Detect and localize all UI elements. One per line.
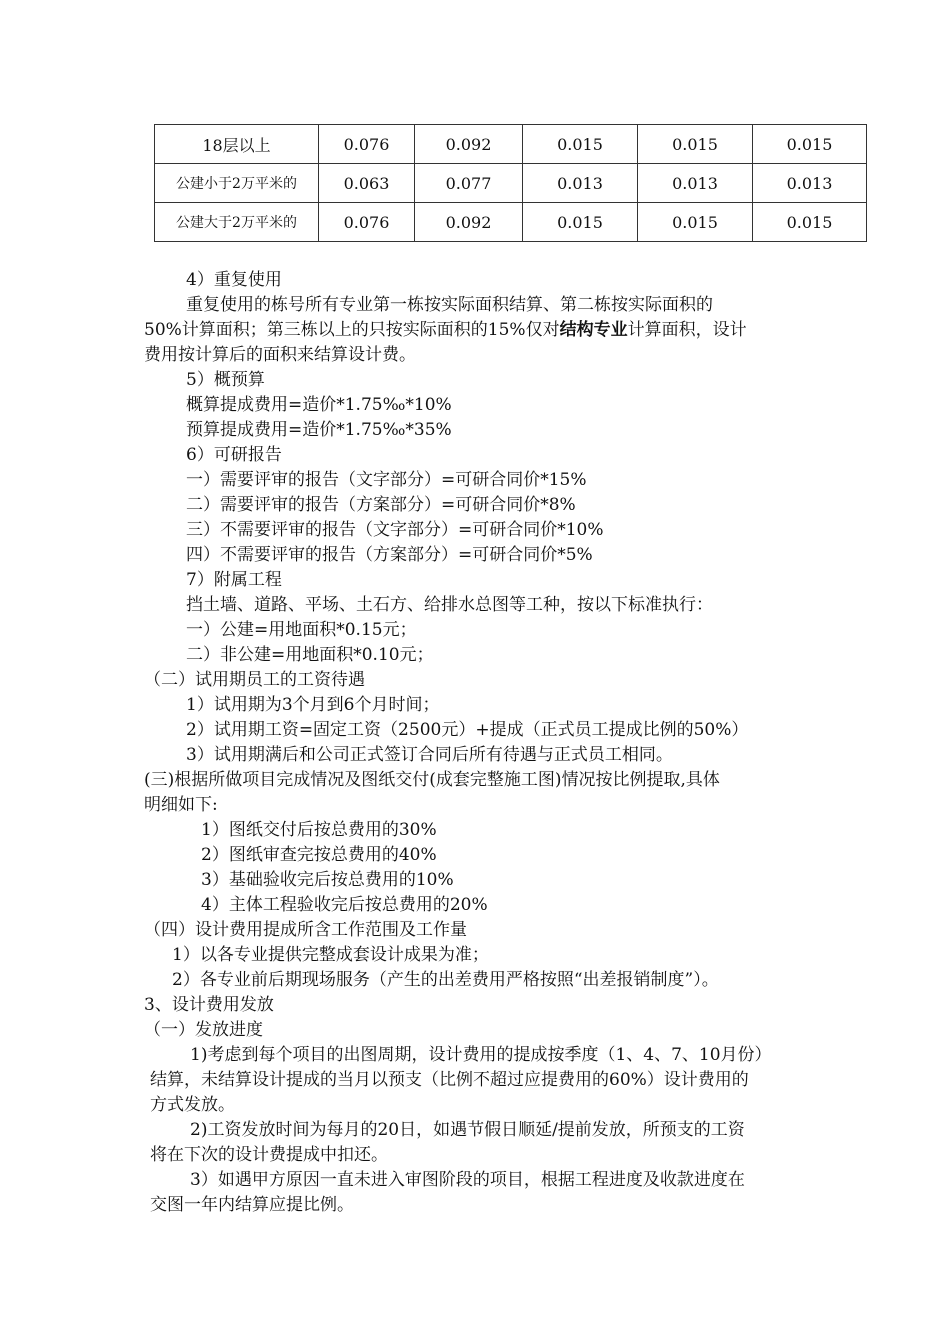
list-item: 3）基础验收完后按总费用的10% <box>201 870 454 890</box>
table-cell: 0.015 <box>753 125 867 164</box>
table-cell: 0.092 <box>415 203 523 242</box>
table-cell: 0.015 <box>638 203 753 242</box>
list-item: 三）不需要评审的报告（文字部分）=可研合同价*10% <box>186 520 604 540</box>
paragraph-line: 挡土墙、道路、平场、土石方、给排水总图等工种，按以下标准执行： <box>186 595 713 615</box>
list-item: 一）公建=用地面积*0.15元； <box>186 620 417 640</box>
paragraph-line: 预算提成费用=造价*1.75‰*35% <box>186 420 452 440</box>
section-heading: 6）可研报告 <box>186 445 282 465</box>
text-run: 50%计算面积；第三栋以上的只按实际面积的15%仅对 <box>144 320 560 340</box>
table-cell: 0.015 <box>523 125 638 164</box>
section-heading: （四）设计费用提成所含工作范围及工作量 <box>144 920 467 940</box>
bold-text: 结构专业 <box>559 320 628 340</box>
list-item: 3）试用期满后和公司正式签订合同后所有待遇与正式员工相同。 <box>186 745 673 765</box>
text-run: 计算面积，设计 <box>627 320 747 340</box>
list-item: 一）需要评审的报告（文字部分）=可研合同价*15% <box>186 470 587 490</box>
table-cell: 0.015 <box>638 125 753 164</box>
table-row <box>155 203 867 242</box>
paragraph-line: 将在下次的设计费提成中扣还。 <box>150 1145 388 1165</box>
section-heading: 3、设计费用发放 <box>144 995 274 1015</box>
list-item: 1）试用期为3个月到6个月时间； <box>186 695 440 715</box>
list-item: 四）不需要评审的报告（方案部分）=可研合同价*5% <box>186 545 593 565</box>
list-item: 4）主体工程验收完后按总费用的20% <box>201 895 488 915</box>
rate-table <box>154 124 867 242</box>
table-row <box>155 164 867 203</box>
list-item: 2）图纸审查完按总费用的40% <box>201 845 437 865</box>
row-label: 18层以上 <box>155 125 319 164</box>
table-cell: 0.077 <box>415 164 523 203</box>
section-heading: 4）重复使用 <box>186 270 282 290</box>
paragraph-line: 费用按计算后的面积来结算设计费。 <box>144 345 416 365</box>
list-item: 1）以各专业提供完整成套设计成果为准； <box>172 945 489 965</box>
section-heading: (三)根据所做项目完成情况及图纸交付(成套完整施工图)情况按比例提取,具体 <box>144 770 720 790</box>
table-cell: 0.013 <box>638 164 753 203</box>
table-cell: 0.063 <box>319 164 415 203</box>
section-heading: （二）试用期员工的工资待遇 <box>144 670 365 690</box>
table-cell: 0.076 <box>319 203 415 242</box>
list-item: 二）非公建=用地面积*0.10元； <box>186 645 434 665</box>
paragraph-line: 结算，未结算设计提成的当月以预支（比例不超过应提费用的60%）设计费用的 <box>150 1070 749 1090</box>
paragraph-line: 3）如遇甲方原因一直未进入审图阶段的项目，根据工程进度及收款进度在 <box>190 1170 745 1190</box>
table-cell: 0.013 <box>753 164 867 203</box>
row-label: 公建大于2万平米的 <box>155 203 319 242</box>
table-cell: 0.015 <box>523 203 638 242</box>
table-cell: 0.013 <box>523 164 638 203</box>
paragraph-line: 交图一年内结算应提比例。 <box>150 1195 354 1215</box>
paragraph-line <box>144 318 747 343</box>
list-item: 2）各专业前后期现场服务（产生的出差费用严格按照“出差报销制度”）。 <box>172 970 719 990</box>
paragraph-line: 重复使用的栋号所有专业第一栋按实际面积结算、第二栋按实际面积的 <box>186 295 713 315</box>
paragraph-line: 2)工资发放时间为每月的20日，如遇节假日顺延/提前发放，所预支的工资 <box>190 1120 745 1140</box>
paragraph-line: 1)考虑到每个项目的出图周期，设计费用的提成按季度（1、4、7、10月份） <box>190 1045 772 1065</box>
list-item: 二）需要评审的报告（方案部分）=可研合同价*8% <box>186 495 576 515</box>
table-row <box>155 125 867 164</box>
list-item: 2）试用期工资=固定工资（2500元）+提成（正式员工提成比例的50%） <box>186 720 749 740</box>
paragraph-line: 方式发放。 <box>150 1095 235 1115</box>
table-cell: 0.092 <box>415 125 523 164</box>
list-item: 1）图纸交付后按总费用的30% <box>201 820 437 840</box>
section-heading: 7）附属工程 <box>186 570 282 590</box>
table-cell: 0.015 <box>753 203 867 242</box>
paragraph-line: 明细如下: <box>144 795 218 815</box>
table-cell: 0.076 <box>319 125 415 164</box>
sub-heading: （一）发放进度 <box>144 1020 263 1040</box>
row-label: 公建小于2万平米的 <box>155 164 319 203</box>
section-heading: 5）概预算 <box>186 370 265 390</box>
paragraph-line: 概算提成费用=造价*1.75‰*10% <box>186 395 452 415</box>
